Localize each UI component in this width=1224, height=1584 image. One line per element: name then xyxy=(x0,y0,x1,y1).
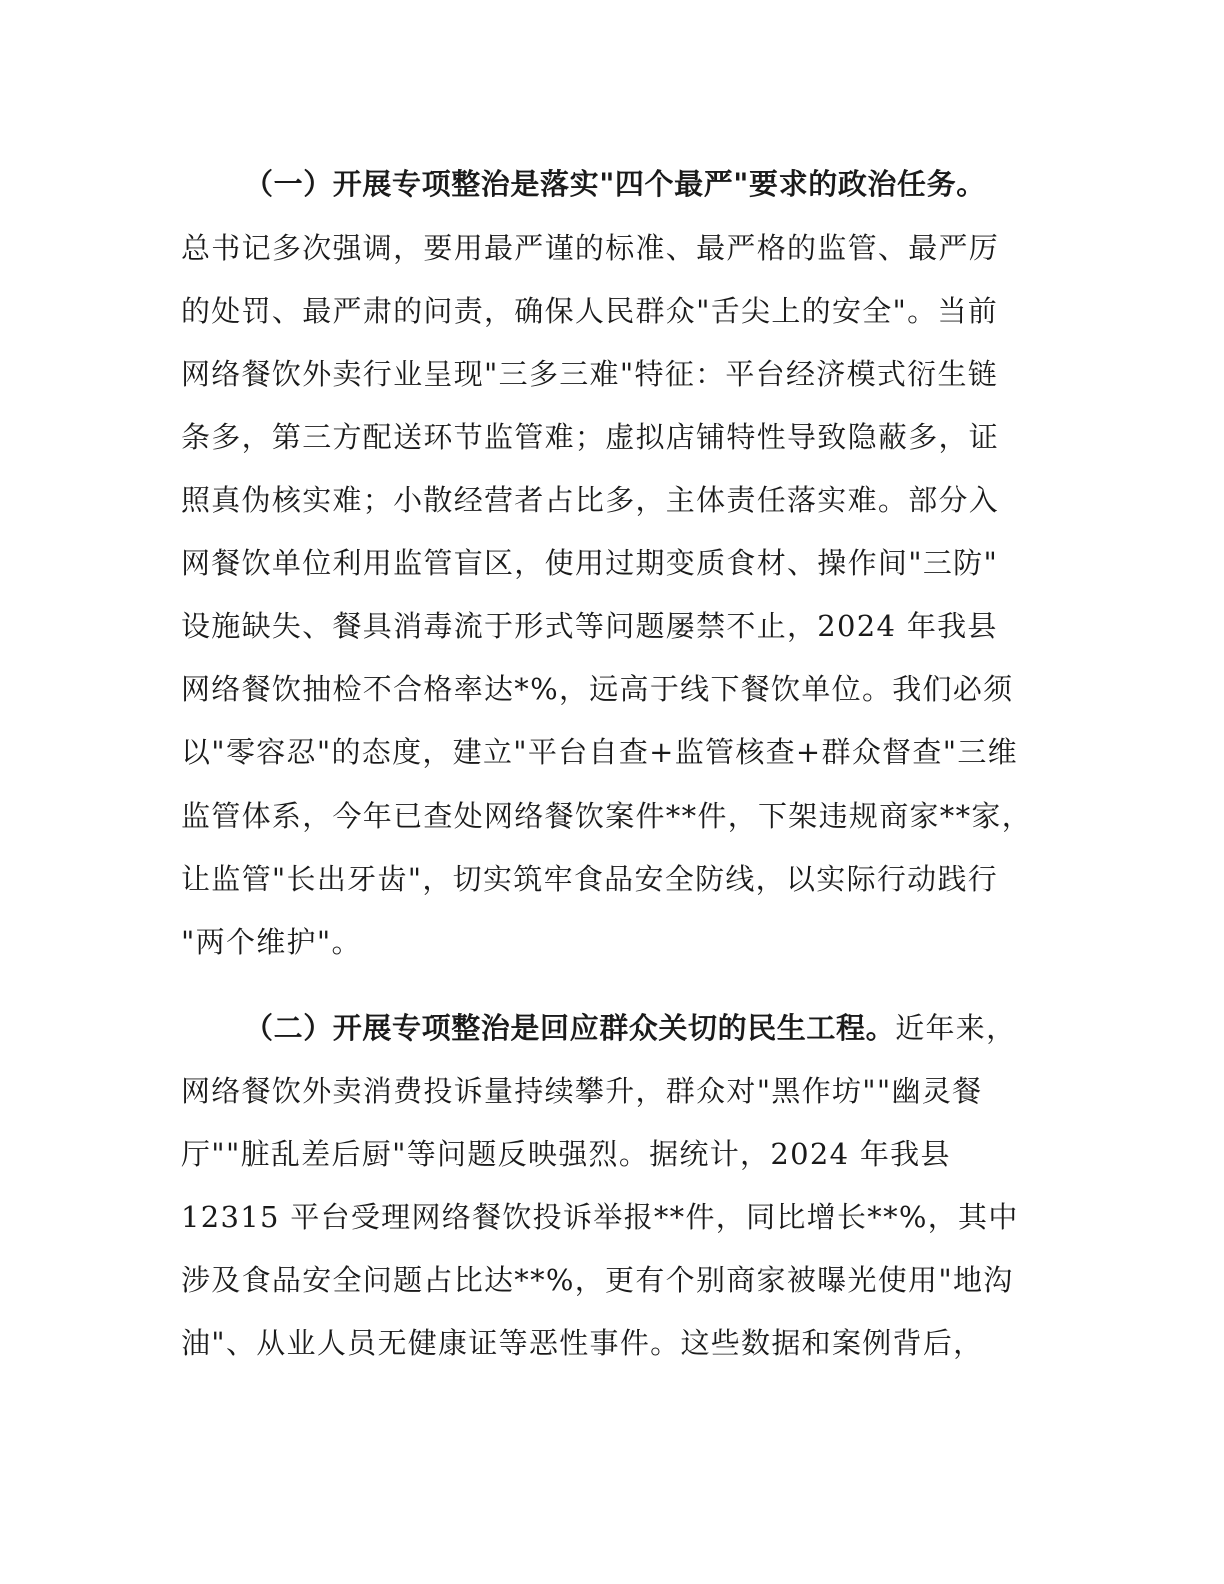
section-1-line: 让监管"长出牙齿"，切实筑牢食品安全防线，以实际行动践行 xyxy=(181,862,999,896)
section-1-line: "两个维护"。 xyxy=(181,925,362,959)
section-2-heading-tail: 近年来， xyxy=(895,1011,1017,1045)
section-1-line: 网络餐饮外卖行业呈现"三多三难"特征：平台经济模式衍生链 xyxy=(181,357,999,391)
section-1-line: 设施缺失、餐具消毒流于形式等问题屡禁不止，2024 年我县 xyxy=(181,609,998,643)
section-1-line: 总书记多次强调，要用最严谨的标准、最严格的监管、最严厉 xyxy=(181,231,1000,265)
section-1-line: 以"零容忍"的态度，建立"平台自查+监管核查+群众督查"三维 xyxy=(181,735,1018,769)
section-1-line: 照真伪核实难；小散经营者占比多，主体责任落实难。部分入 xyxy=(181,483,1000,517)
section-1-line: 条多，第三方配送环节监管难；虚拟店铺特性导致隐蔽多，证 xyxy=(181,420,1000,454)
section-2-line: 油"、从业人员无健康证等恶性事件。这些数据和案例背后， xyxy=(181,1326,984,1360)
section-1-line: 的处罚、最严肃的问责，确保人民群众"舌尖上的安全"。当前 xyxy=(181,294,999,328)
section-2-line: 12315 平台受理网络餐饮投诉举报**件，同比增长**%，其中 xyxy=(181,1200,1019,1234)
section-2-line: 网络餐饮外卖消费投诉量持续攀升，群众对"黑作坊""幽灵餐 xyxy=(181,1074,983,1108)
section-1-line: 监管体系，今年已查处网络餐饮案件**件，下架违规商家**家， xyxy=(181,799,1033,833)
section-2-first-line xyxy=(244,1008,1016,1048)
section-1-line: 网餐饮单位利用监管盲区，使用过期变质食材、操作间"三防" xyxy=(181,546,999,580)
section-1-heading: （一）开展专项整治是落实"四个最严"要求的政治任务。 xyxy=(244,167,986,201)
section-2-line: 涉及食品安全问题占比达**%，更有个别商家被曝光使用"地沟 xyxy=(181,1263,1014,1297)
section-1-line: 网络餐饮抽检不合格率达*%，远高于线下餐饮单位。我们必须 xyxy=(181,672,1014,706)
section-2-line: 厅""脏乱差后厨"等问题反映强烈。据统计，2024 年我县 xyxy=(181,1137,951,1171)
section-2-heading: （二）开展专项整治是回应群众关切的民生工程。 xyxy=(244,1011,896,1045)
